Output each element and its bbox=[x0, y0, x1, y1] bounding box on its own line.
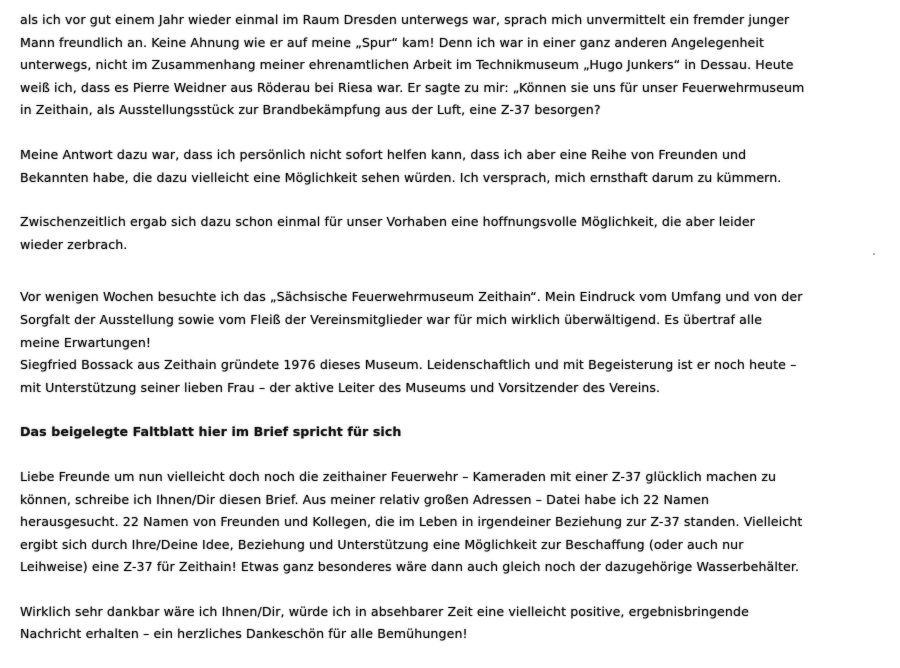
text-line: Zwischenzeitlich ergab sich dazu schon einmal für unser Vorhaben eine hoffnungsvolle Möglichkeit, die aber leider bbox=[20, 214, 755, 230]
text-line: Liebe Freunde um nun vielleicht doch noch die zeithainer Feuerwehr – Kameraden mit einer Z-37 glücklich machen zu bbox=[20, 468, 777, 484]
paragraph-interim bbox=[20, 211, 888, 256]
text-line: Sorgfalt der Ausstellung sowie vom Fleiß der Vereinsmitglieder war für mich wirklich überwältigend. Es übertraf alle bbox=[20, 311, 763, 327]
text-line: Meine Antwort dazu war, dass ich persönlich nicht sofort helfen kann, dass ich aber eine Reihe von Freunden und bbox=[20, 146, 747, 162]
text-line: Siegfried Bossack aus Zeithain gründete 1976 dieses Museum. Leidenschaftlich und mit Begeisterung ist er noch heute – bbox=[20, 357, 797, 373]
paragraph-thanks bbox=[20, 601, 888, 646]
scan-speck bbox=[873, 253, 875, 255]
text-line: weiß ich, dass es Pierre Weidner aus Röderau bei Riesa war. Er sagte zu mir: „Können sie uns für unser Feuerwehrmuseum bbox=[20, 79, 805, 95]
section-heading: Das beigelegte Faltblatt hier im Brief spricht für sich bbox=[20, 424, 402, 440]
text-line: mit Unterstützung seiner lieben Frau – der aktive Leiter des Museums und Vorsitzender des Vereins. bbox=[20, 379, 661, 395]
text-line: herausgesucht. 22 Namen von Freunden und Kollegen, die im Leben in irgendeiner Beziehung zur Z-37 standen. Vielleicht bbox=[20, 514, 803, 530]
text-line: unterwegs, nicht im Zusammenhang meiner ehrenamtlichen Arbeit im Technikmuseum „Hugo Junkers“ in Dessau. Heute bbox=[20, 57, 794, 73]
text-line: Bekannten habe, die dazu vielleicht eine Möglichkeit sehen würden. Ich versprach, mich ernsthaft darum zu kümmern. bbox=[20, 169, 782, 185]
text-line: Mann freundlich an. Keine Ahnung wie er auf meine „Spur“ kam! Denn ich war in einer ganz anderen Angelegenheit bbox=[20, 34, 765, 50]
text-line: als ich vor gut einem Jahr wieder einmal im Raum Dresden unterwegs war, sprach mich unvermittelt ein fremder junger bbox=[20, 12, 790, 27]
text-line: Leihweise) eine Z-37 für Zeithain! Etwas ganz besonderes wäre dann auch gleich noch der dazugehörige Wasserbehälter. bbox=[20, 559, 800, 575]
paragraph-museum-visit bbox=[20, 286, 888, 399]
text-line: Wirklich sehr dankbar wäre ich Ihnen/Dir, würde ich in absehbarer Zeit eine vielleicht positive, ergebnisbringende bbox=[20, 603, 749, 619]
paragraph-request bbox=[20, 466, 888, 579]
paragraph-answer bbox=[20, 144, 888, 189]
text-line: Vor wenigen Wochen besuchte ich das „Sächsische Feuerwehrmuseum Zeithain“. Mein Eindruck vom Umfang und von der bbox=[20, 289, 803, 305]
text-line: in Zeithain, als Ausstellungsstück zur Brandbekämpfung aus der Luft, eine Z-37 besorgen? bbox=[20, 102, 601, 118]
text-line: ergibt sich durch Ihre/Deine Idee, Beziehung und Unterstützung eine Möglichkeit zur Beschaffung (oder auch nur bbox=[20, 536, 744, 552]
paragraph-encounter bbox=[20, 9, 888, 122]
text-line: Nachricht erhalten – ein herzliches Dankeschön für alle Bemühungen! bbox=[20, 626, 468, 642]
letter-body bbox=[20, 9, 888, 668]
text-line: können, schreibe ich Ihnen/Dir diesen Brief. Aus meiner relativ großen Adressen – Datei habe ich 22 Namen bbox=[20, 491, 710, 507]
text-line: meine Erwartungen! bbox=[20, 334, 152, 350]
text-line: wieder zerbrach. bbox=[20, 236, 128, 252]
